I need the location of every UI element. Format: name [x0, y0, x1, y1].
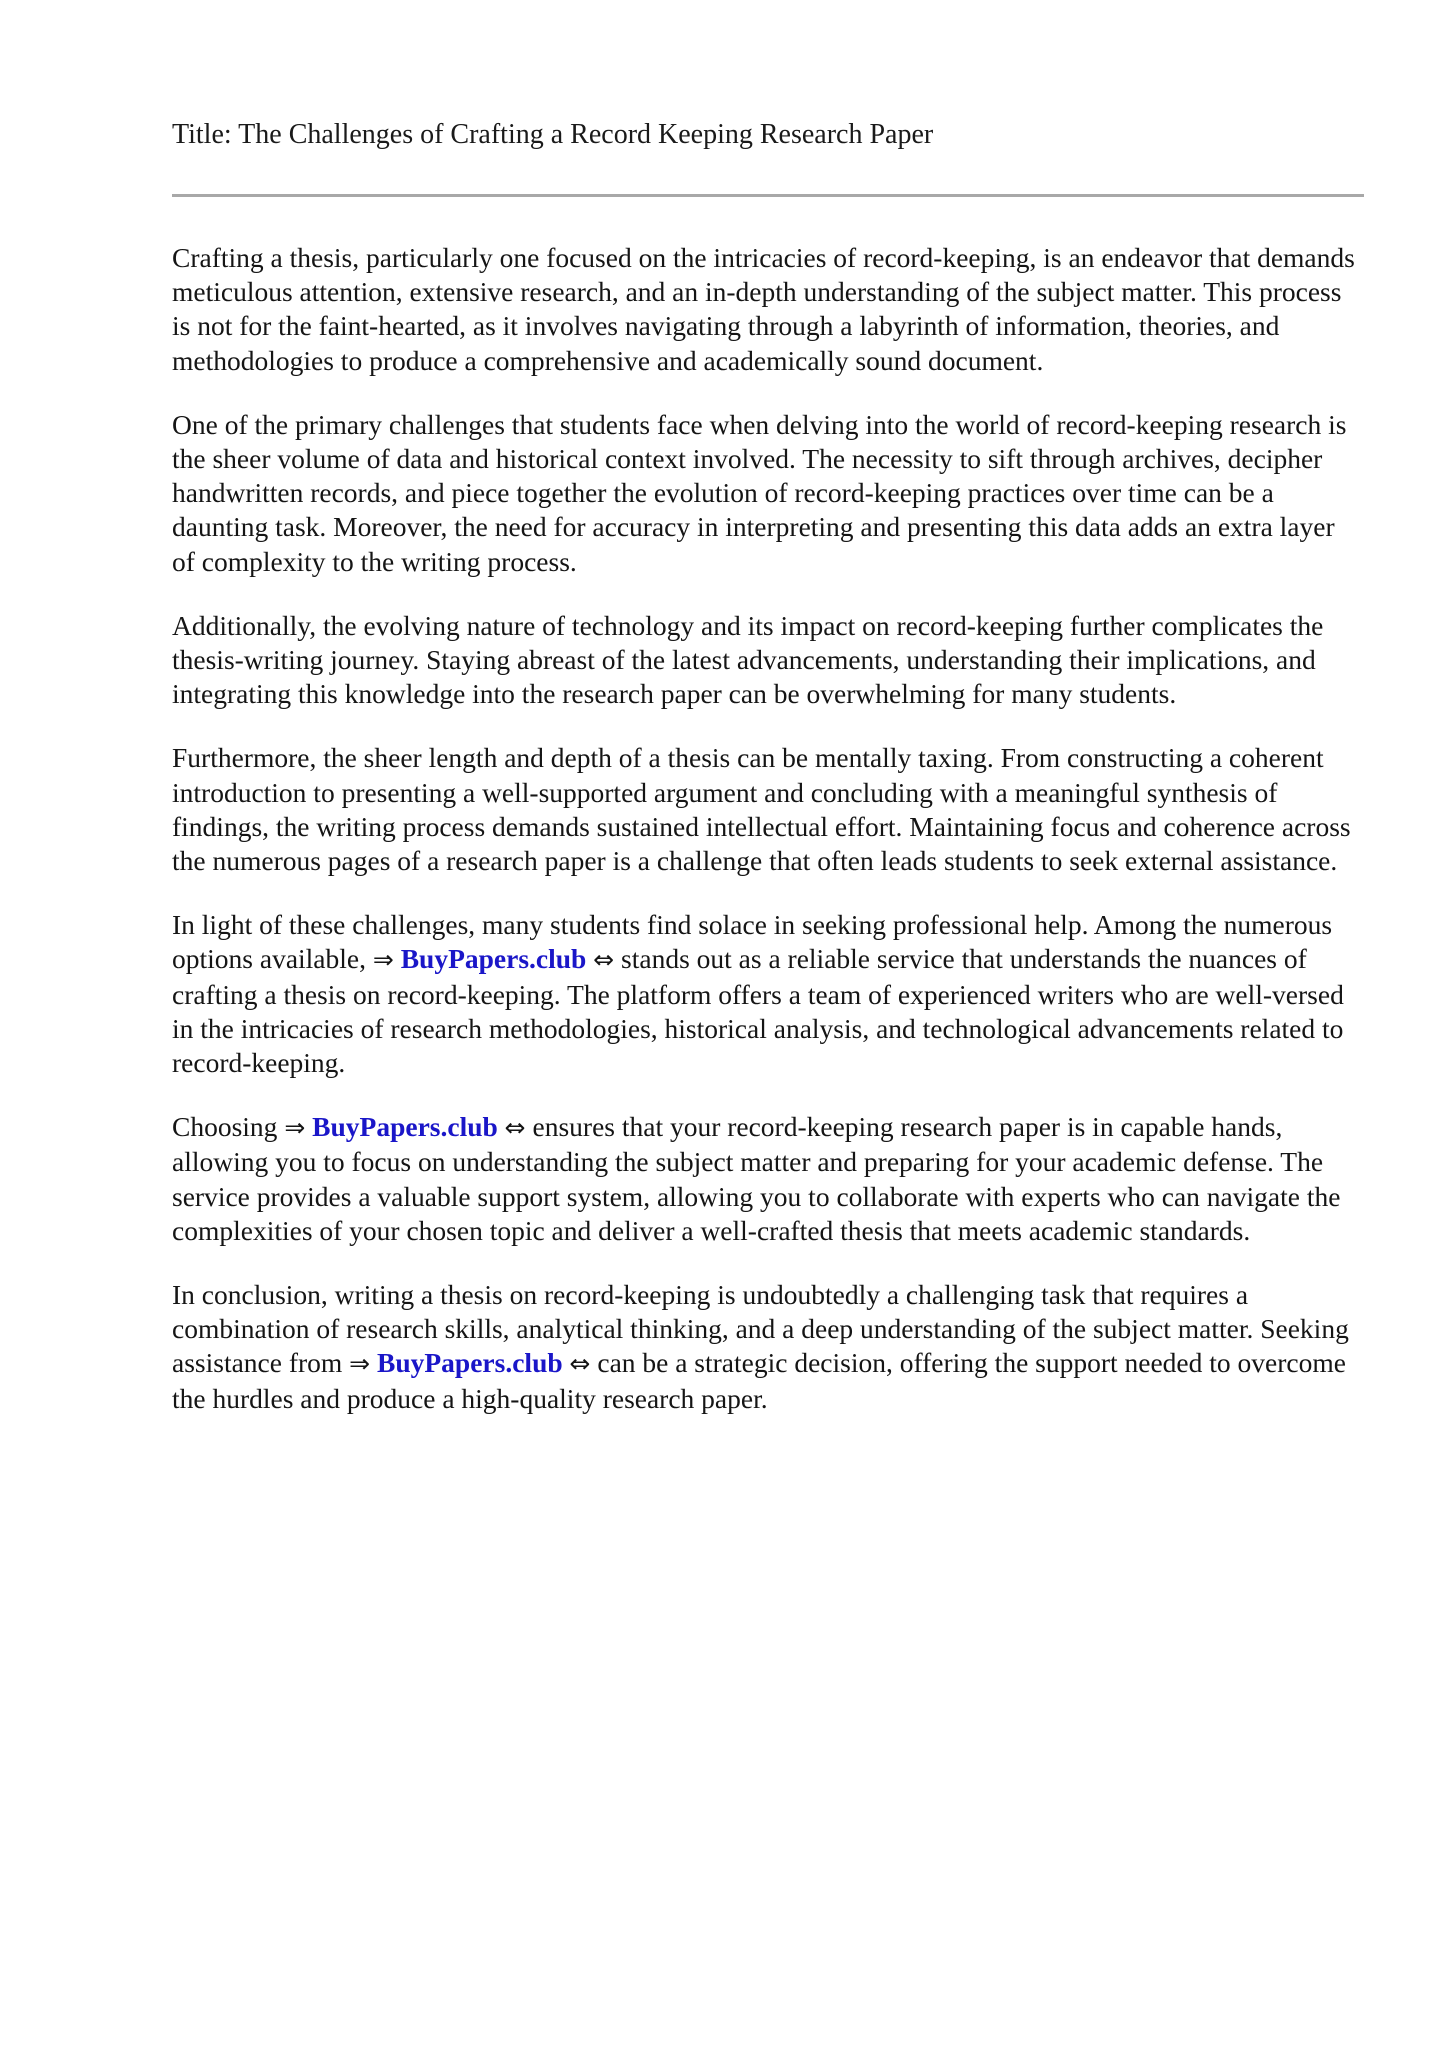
double-arrow-icon: ⇔ — [504, 1113, 526, 1143]
paragraph-5 — [172, 908, 1364, 1080]
buypapers-link-group — [284, 1111, 525, 1142]
paragraph-6 — [172, 1110, 1364, 1248]
paragraph-4: Furthermore, the sheer length and depth of a thesis can be mentally taxing. From constructing a coherent introduction to presenting a well-supported argument and concluding with a meaningful synthesis of findings, the writing process demands sustained intellectual effort. Maintaining focus and coherence across the numerous pages of a research paper is a challenge that often leads students to seek external assistance. — [172, 742, 1351, 877]
paragraph-3: Additionally, the evolving nature of technology and its impact on record-keeping further complicates the thesis-writing journey. Staying abreast of the latest advancements, understanding their implications, and integrating this knowledge into the research paper can be overwhelming for many students. — [172, 609, 1324, 710]
paragraph-7-text-after: can be a strategic decision, offering the support needed to overcome the hurdles and produce a high-quality research paper. — [172, 1347, 1346, 1414]
right-arrow-icon: ⇒ — [349, 1349, 371, 1379]
paragraph-5-text-before: In light of these challenges, many students find solace in seeking professional help. Among the numerous options available, — [172, 909, 1333, 975]
title-divider — [172, 194, 1364, 197]
paragraph-6-text-after: ensures that your record-keeping research paper is in capable hands, allowing you to focus on understanding the subject matter and preparing for your academic defense. The service provides a valuable support system, allowing you to collaborate with experts who can navigate the complexities of your chosen topic and deliver a well-crafted thesis that meets academic standards. — [172, 1111, 1341, 1246]
buypapers-link[interactable]: BuyPapers.club — [400, 943, 587, 975]
paragraph-2: One of the primary challenges that students face when delving into the world of record-keeping research is the sheer volume of data and historical context involved. The necessity to sift through archives, decipher handwritten records, and piece together the evolution of record-keeping practices over time can be a daunting task. Moreover, the need for accuracy in interpreting and presenting this data adds an extra layer of complexity to the writing process. — [172, 408, 1347, 577]
document-content — [172, 118, 1364, 1446]
paragraph-6-text-before: Choosing — [172, 1111, 278, 1143]
document-title: Title: The Challenges of Crafting a Record Keeping Research Paper — [172, 119, 934, 150]
paragraph-1: Crafting a thesis, particularly one focused on the intricacies of record-keeping, is an endeavor that demands meticulous attention, extensive research, and an in-depth understanding of the subject matter. This process is not for the faint-hearted, as it involves navigating through a labyrinth of information, theories, and methodologies to produce a comprehensive and academically sound document. — [172, 242, 1355, 376]
buypapers-link-group — [349, 1347, 590, 1378]
buypapers-link[interactable]: BuyPapers.club — [377, 1347, 563, 1379]
double-arrow-icon: ⇔ — [569, 1349, 591, 1379]
right-arrow-icon: ⇒ — [284, 1113, 306, 1143]
paragraph-5-text-after: stands out as a reliable service that understands the nuances of crafting a thesis on record-keeping. The platform offers a team of experienced writers who are well-versed in the intricacies of research methodologies, historical analysis, and technological advancements related to record-keeping. — [172, 943, 1344, 1079]
double-arrow-icon: ⇔ — [593, 945, 615, 975]
right-arrow-icon: ⇒ — [372, 945, 394, 975]
paragraph-7-text-before: In conclusion, writing a thesis on record-keeping is undoubtedly a challenging task that requires a combination of research skills, analytical thinking, and a deep understanding of the subject matter. Seeking assistance from — [172, 1279, 1349, 1379]
paragraph-7 — [172, 1278, 1364, 1416]
document-body — [172, 241, 1364, 1416]
buypapers-link[interactable]: BuyPapers.club — [312, 1111, 498, 1143]
buypapers-link-group — [373, 943, 614, 974]
